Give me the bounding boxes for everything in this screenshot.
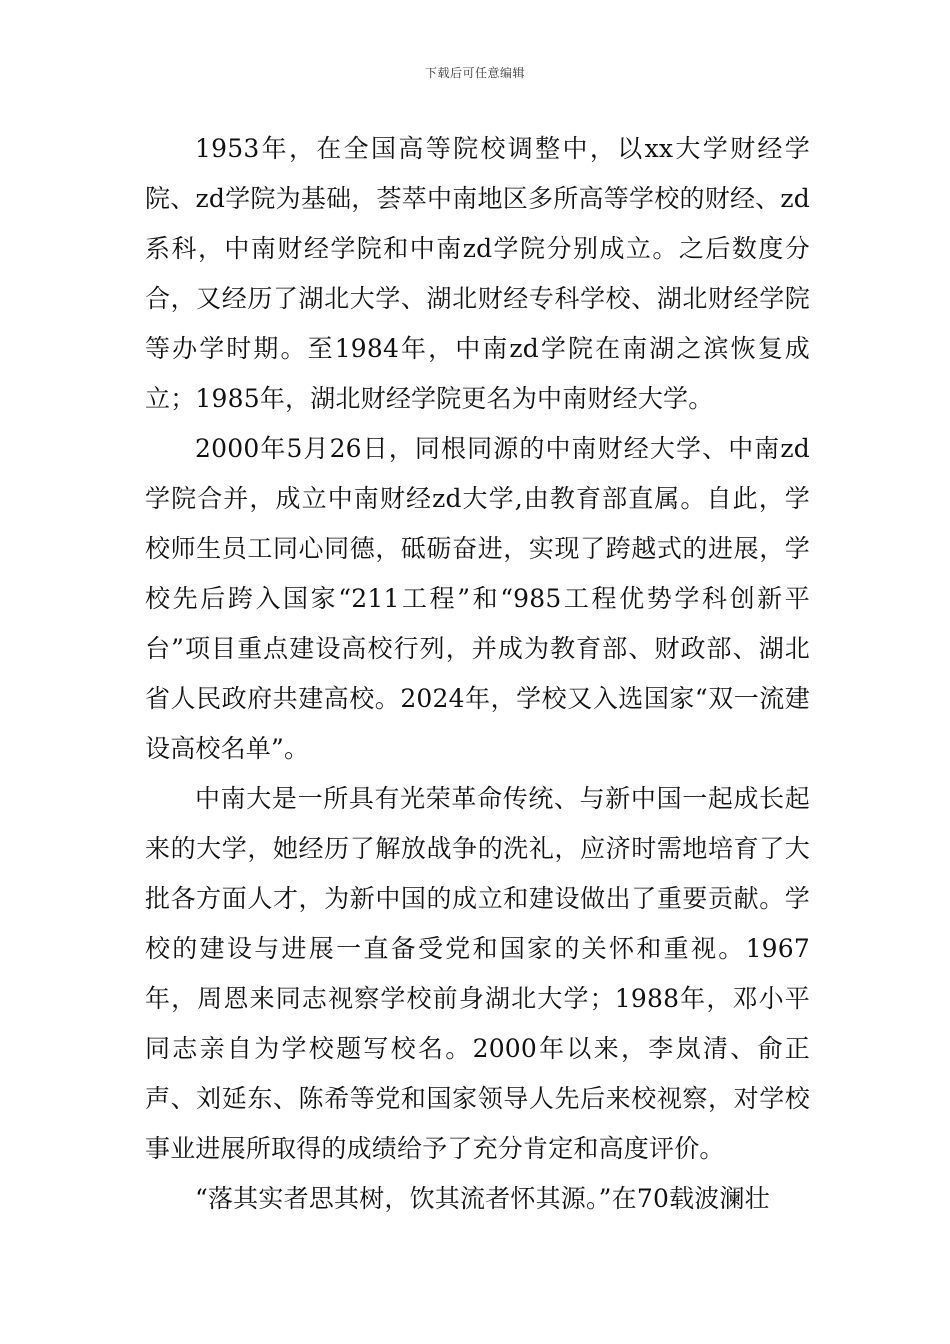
paragraph-tradition: 中南大是一所具有光荣革命传统、与新中国一起成长起来的大学，她经历了解放战争的洗礼，应济时需地培育了大批各方面人才，为新中国的成立和建设做出了重要贡献。学校的建设与进展一直备受党和国家的关怀和重视。1967年，周恩来同志视察学校前身湖北大学；1988年，邓小平同志亲自为学校题写校名。2000年以来，李岚清、俞正声、刘延东、陈希等党和国家领导人先后来校视察，对学校事业进展所取得的成绩给予了充分肯定和高度评价。 bbox=[145, 784, 810, 1163]
paragraph-quote: “落其实者思其树，饮其流者怀其源。”在70载波澜壮 bbox=[195, 1184, 770, 1213]
paragraph-history-1953: 1953年，在全国高等院校调整中，以xx大学财经学院、zd学院为基础，荟萃中南地区多所高等学校的财经、zd系科，中南财经学院和中南zd学院分别成立。之后数度分合，又经历了湖北大学、湖北财经专科学校、湖北财经学院等办学时期。至1984年，中南zd学院在南湖之滨恢复成立；1985年，湖北财经学院更名为中南财经大学。 bbox=[145, 134, 810, 413]
page-header: 下载后可任意编辑 bbox=[424, 66, 525, 80]
document-body bbox=[145, 124, 810, 1224]
paragraph-merger-2000: 2000年5月26日，同根同源的中南财经大学、中南zd学院合并，成立中南财经zd大学,由教育部直属。自此，学校师生员工同心同德，砥砺奋进，实现了跨越式的进展，学校先后跨入国家“211工程”和“985工程优势学科创新平台”项目重点建设高校行列，并成为教育部、财政部、湖北省人民政府共建高校。2024年，学校又入选国家“双一流建设高校名单”。 bbox=[145, 434, 810, 763]
